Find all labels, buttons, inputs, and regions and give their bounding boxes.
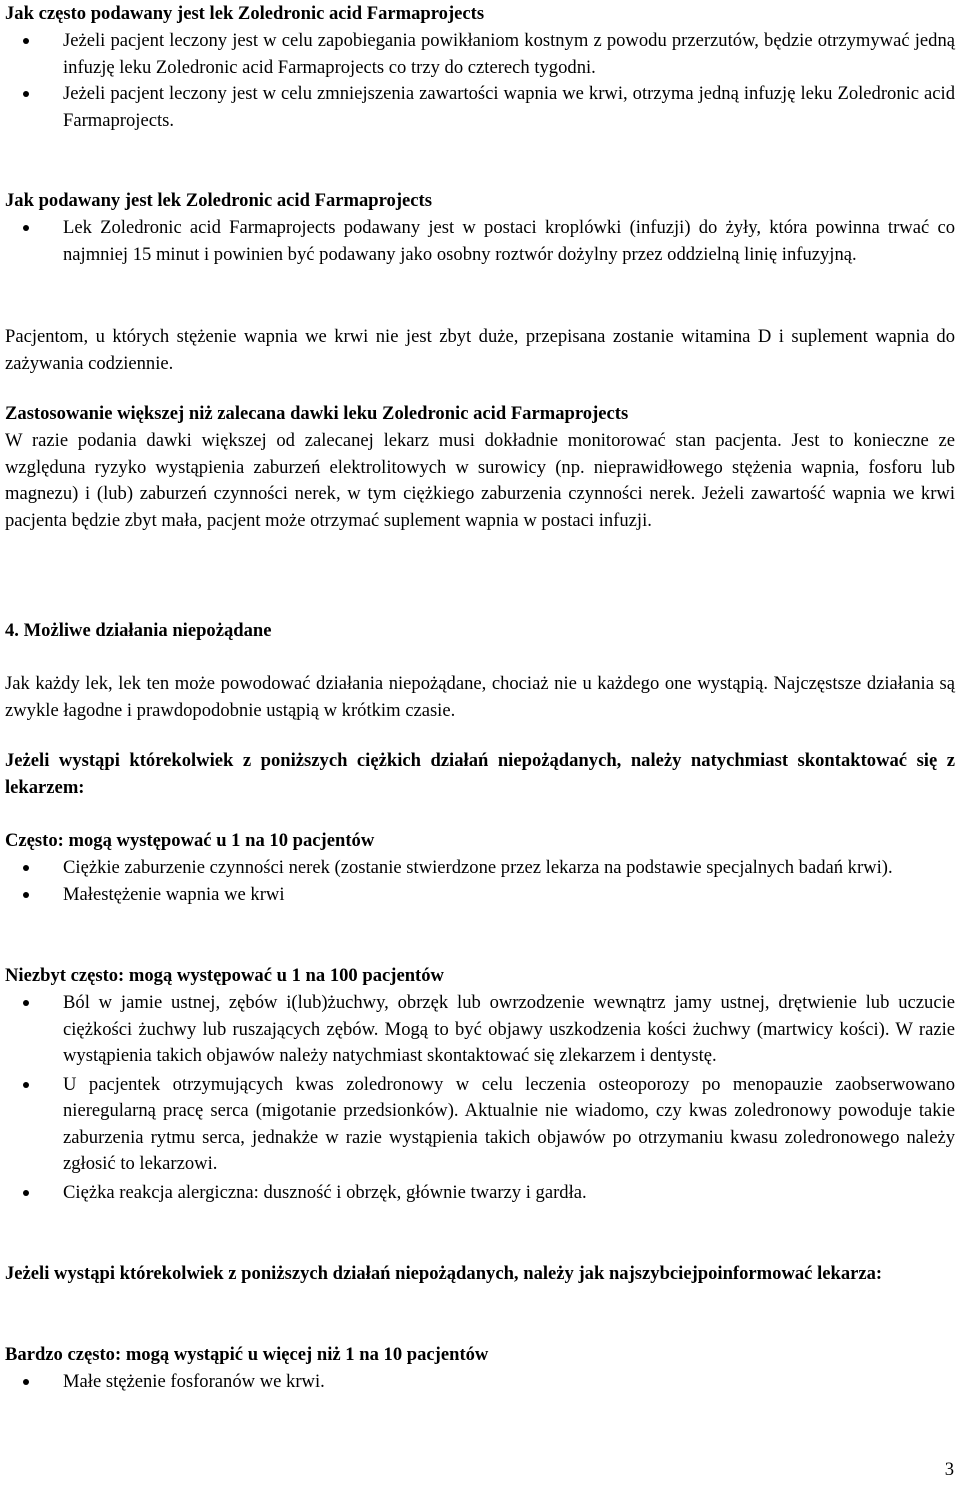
- very-common-frequency-heading: Bardzo często: mogą wystąpić u więcej niż 1 na 10 pacjentów: [5, 1344, 489, 1365]
- section-heading-frequency: Jak często podawany jest lek Zoledronic acid Farmaprojects: [5, 3, 485, 24]
- page-number: 3: [944, 1459, 954, 1480]
- uncommon-bullet-list: [5, 990, 955, 1206]
- section-heading-side-effects: 4. Możliwe działania niepożądane: [5, 620, 272, 641]
- common-frequency-heading: Często: mogą występować u 1 na 10 pacjentów: [5, 830, 375, 851]
- bullet-item: Ciężkie zaburzenie czynności nerek (zostanie stwierdzone przez lekarza na podstawie specjalnych badań krwi).: [5, 855, 955, 882]
- administration-bullet-list: [5, 215, 955, 268]
- frequency-bullet-list: [5, 28, 955, 134]
- asap-effects-heading: Jeżeli wystąpi którekolwiek z poniższych działań niepożądanych, należy jak najszybciejpoinformować lekarza:: [5, 1263, 883, 1284]
- bullet-item: Ciężka reakcja alergiczna: duszność i obrzęk, głównie twarzy i gardła.: [5, 1180, 955, 1207]
- bullet-item: Lek Zoledronic acid Farmaprojects podawany jest w postaci kroplówki (infuzji) do żyły, która powinna trwać co najmniej 15 minut i powinien być podawany jako osobny roztwór dożylny przez oddzielną linię infuzyjną.: [5, 215, 955, 268]
- bullet-item: Jeżeli pacjent leczony jest w celu zmniejszenia zawartości wapnia we krwi, otrzyma jedną infuzję leku Zoledronic acid Farmaprojects.: [5, 81, 955, 134]
- bullet-item: U pacjentek otrzymujących kwas zoledronowy w celu leczenia osteoporozy po menopauzie zaobserwowano nieregularną pracę serca (migotanie przedsionków). Aktualnie nie wiadomo, czy kwas zoledronowy powoduje takie zaburzenia rytmu serca, jednakże w razie wystąpienia takich objawów po otrzymaniu kwasu zoledronowego należy zgłosić to lekarzowi.: [5, 1072, 955, 1178]
- bullet-item: Ból w jamie ustnej, zębów i(lub)żuchwy, obrzęk lub owrzodzenie wewnątrz jamy ustnej, drętwienie lub uczucie ciężkości żuchwy lub ruszających zębów. Mogą to być objawy uszkodzenia kości żuchwy (martwicy kości). W razie wystąpienia takich objawów należy natychmiast skontaktować się zlekarzem i dentystę.: [5, 990, 955, 1070]
- bullet-item: Małe stężenie fosforanów we krwi.: [5, 1369, 955, 1396]
- side-effects-intro: Jak każdy lek, lek ten może powodować działania niepożądane, chociaż nie u każdego one wystąpią. Najczęstsze działania są zwykle łagodne i prawdopodobnie ustąpią w krótkim czasie.: [5, 673, 955, 721]
- section-heading-overdose: Zastosowanie większej niż zalecana dawki leku Zoledronic acid Farmaprojects: [5, 403, 629, 424]
- very-common-bullet-list: [5, 1369, 955, 1396]
- uncommon-frequency-heading: Niezbyt często: mogą występować u 1 na 100 pacjentów: [5, 965, 444, 986]
- overdose-paragraph: W razie podania dawki większej od zalecanej lekarz musi dokładnie monitorować stan pacjenta. Jest to konieczne ze względuna ryzyko wystąpienia zaburzeń elektrolitowych w surowicy (np. nieprawidłowego stężenia wapnia, fosforu lub magnezu) i (lub) zaburzeń czynności nerek, w tym ciężkiego zaburzenia czynności nerek. Jeżeli zawartość wapnia we krwi pacjenta będzie zbyt mała, pacjent może otrzymać suplement wapnia w postaci infuzji.: [5, 430, 955, 531]
- bullet-item: Jeżeli pacjent leczony jest w celu zapobiegania powikłaniom kostnym z powodu przerzutów, będzie otrzymywać jedną infuzję leku Zoledronic acid Farmaprojects co trzy do czterech tygodni.: [5, 28, 955, 81]
- bullet-item: Małestężenie wapnia we krwi: [5, 882, 955, 909]
- vitamin-d-paragraph: Pacjentom, u których stężenie wapnia we krwi nie jest zbyt duże, przepisana zostanie witamina D i suplement wapnia do zażywania codziennie.: [5, 326, 955, 374]
- serious-effects-heading: Jeżeli wystąpi którekolwiek z poniższych ciężkich działań niepożądanych, należy natychmiast skontaktować się z lekarzem:: [5, 750, 955, 798]
- common-bullet-list: [5, 855, 955, 908]
- section-heading-administration: Jak podawany jest lek Zoledronic acid Farmaprojects: [5, 190, 432, 211]
